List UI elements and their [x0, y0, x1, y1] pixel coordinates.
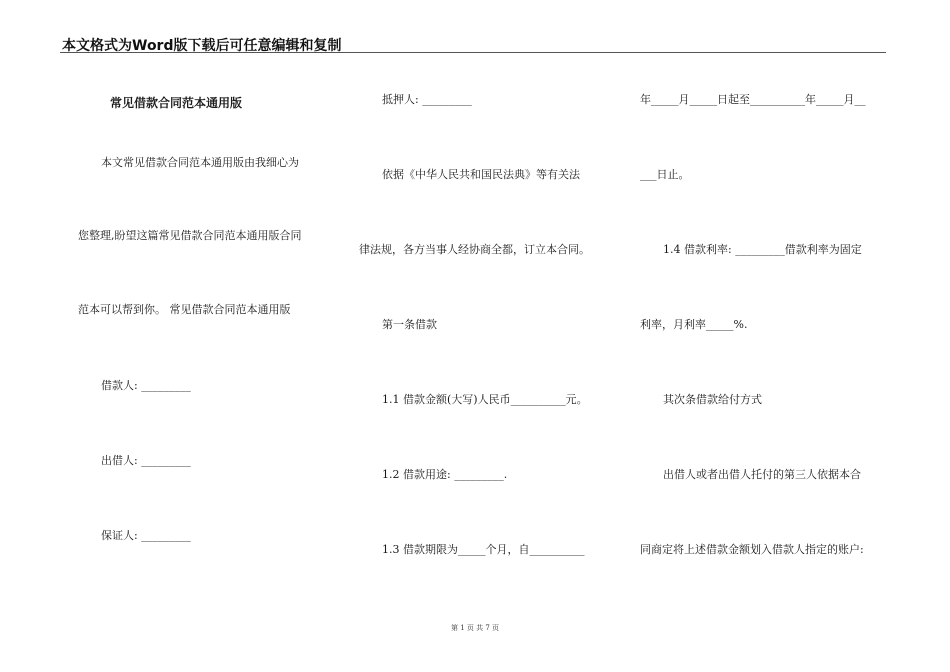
mortgagor-line: 抵押人: _________: [382, 93, 472, 106]
document-title: 常见借款合同范本通用版: [110, 96, 243, 110]
page-header: 本文格式为Word版下载后可任意编辑和复制: [62, 38, 342, 54]
clause-line: 1.3 借款期限为_____个月，自__________: [382, 543, 585, 556]
text-line: 同商定将上述借款金额划入借款人指定的账户:: [640, 543, 864, 556]
lender-line: 出借人: _________: [101, 454, 191, 467]
section-heading: 第一条借款: [382, 318, 437, 331]
text-line: ___日止。: [640, 168, 690, 181]
text-line: 年_____月_____日起至__________年_____月__: [640, 93, 866, 106]
header-divider: [60, 52, 886, 53]
text-line: 本文常见借款合同范本通用版由我细心为: [101, 156, 299, 169]
text-line: 您整理,盼望这篇常见借款合同范本通用版合同: [78, 229, 302, 242]
text-line: 利率，月利率_____%.: [640, 318, 748, 331]
text-line: 依据《中华人民共和国民法典》等有关法: [382, 168, 580, 181]
clause-line: 1.1 借款金额(大写)人民币__________元。: [382, 393, 588, 406]
text-line: 范本可以帮到你。 常见借款合同范本通用版: [78, 303, 291, 316]
clause-line: 1.2 借款用途: _________.: [382, 468, 508, 481]
section-heading: 其次条借款给付方式: [663, 393, 762, 406]
text-line: 出借人或者出借人托付的第三人依据本合: [663, 468, 861, 481]
guarantor-line: 保证人: _________: [101, 529, 191, 542]
borrower-line: 借款人: _________: [101, 379, 191, 392]
clause-line: 1.4 借款利率: _________借款利率为固定: [663, 243, 862, 256]
page-footer: 第 1 页 共 7 页: [450, 624, 500, 632]
text-line: 律法规，各方当事人经协商全都，订立本合同。: [359, 243, 590, 256]
